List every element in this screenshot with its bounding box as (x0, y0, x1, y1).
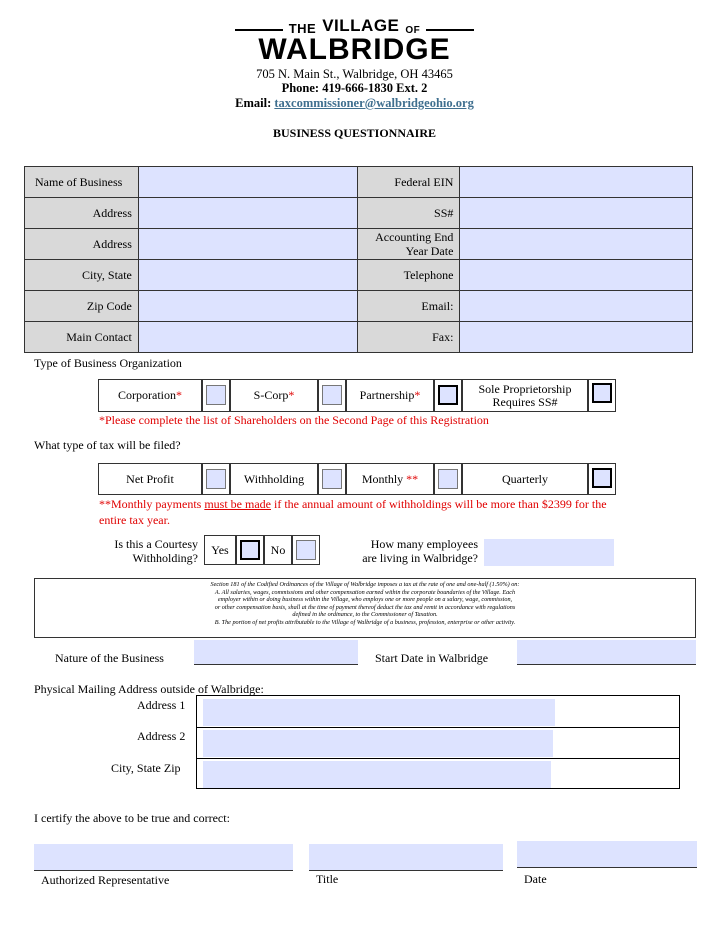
ordinance-line: defined in the ordinance, to the Commissioner of Taxation. (292, 611, 438, 619)
no-checkbox[interactable] (296, 540, 316, 560)
no-option (264, 535, 292, 565)
monthly-note-line2: entire tax year. (99, 513, 170, 527)
net-profit-option (98, 463, 202, 495)
village-logo (0, 18, 709, 64)
logo-village: VILLAGE (322, 16, 400, 35)
accounting-end-label: Accounting End Year Date (358, 229, 460, 260)
monthly-check-cell (434, 463, 462, 495)
withholding-check-cell (318, 463, 346, 495)
partnership-label: Partnership (359, 388, 415, 402)
ordinance-line: A. All salaries, wages, commissions and other compensation earned within the corporate boundaries of the Village. Each (214, 588, 516, 596)
sole-check-cell (588, 379, 616, 412)
zip-code-field[interactable] (138, 291, 358, 322)
sole-proprietorship-checkbox[interactable] (592, 383, 612, 403)
telephone-field[interactable] (460, 260, 693, 291)
partnership-option (346, 379, 434, 412)
phone-number: 419-666-1830 Ext. 2 (322, 81, 428, 95)
main-contact-field[interactable] (138, 322, 358, 353)
address-field[interactable] (138, 198, 358, 229)
email-field[interactable] (460, 291, 693, 322)
ordinance-text (34, 578, 696, 638)
fax-label: Fax: (358, 322, 460, 353)
federal-ein-field[interactable] (460, 167, 693, 198)
monthly-note (99, 496, 699, 528)
withholding-checkbox[interactable] (322, 469, 342, 489)
yes-checkbox[interactable] (240, 540, 260, 560)
org-heading: Type of Business Organization (34, 356, 182, 370)
corporation-checkbox[interactable] (206, 385, 226, 405)
net-profit-checkbox[interactable] (206, 469, 226, 489)
shareholders-note: *Please complete the list of Shareholders on the Second Page of this Registration (99, 413, 489, 427)
courtesy-line2: Withholding? (132, 551, 198, 565)
address-2-field[interactable] (138, 229, 358, 260)
ordinance-line: employer within or doing business within the Village, who employs one or more people on a salary, wage, commission, (217, 596, 513, 604)
net-profit-label: Net Profit (126, 471, 174, 486)
logo-the: THE (288, 21, 317, 36)
monthly-note-post: if the annual amount of withholdings will be more than $2399 for the (270, 497, 607, 511)
phone-line (0, 81, 709, 95)
ordinance-line: B. The portion of net profits attributable to the Village of Walbridge of a business, profession, enterprise or other activity. (214, 618, 516, 626)
quarterly-option (462, 463, 588, 495)
partnership-checkbox[interactable] (438, 385, 458, 405)
sole-line2: Requires SS# (492, 394, 558, 409)
monthly-note-pre: **Monthly payments (99, 497, 205, 511)
ordinance-line: Section 181 of the Codified Ordinances of the Village of Walbridge imposes a tax at the rate of one and one-half (1.50%) on: (210, 581, 520, 588)
quarterly-check-cell (588, 463, 616, 495)
name-of-business-field[interactable] (138, 167, 358, 198)
scorp-option (230, 379, 318, 412)
corporation-check-cell (202, 379, 230, 412)
city-state-zip-field[interactable] (203, 761, 551, 788)
address1-label: Address 1 (137, 698, 186, 712)
employees-count-field[interactable] (484, 539, 614, 566)
zip-code-label: Zip Code (25, 291, 139, 322)
address2-field[interactable] (203, 730, 553, 757)
withholding-label: Withholding (243, 471, 305, 486)
monthly-checkbox[interactable] (438, 469, 458, 489)
main-contact-label: Main Contact (25, 322, 139, 353)
name-of-business-label: Name of Business (25, 167, 139, 198)
yes-label: Yes (211, 542, 229, 557)
certify-text: I certify the above to be true and correct: (34, 811, 230, 825)
city-state-zip-label: City, State Zip (111, 761, 181, 775)
village-address: 705 N. Main St., Walbridge, OH 43465 (256, 67, 453, 81)
title-field[interactable] (309, 844, 503, 871)
logo-name: WALBRIDGE (258, 33, 451, 66)
table-row (25, 229, 693, 260)
scorp-checkbox[interactable] (322, 385, 342, 405)
email-link[interactable]: taxcommissioner@walbridgeohio.org (274, 96, 474, 110)
corporation-label: Corporation (118, 388, 176, 402)
courtesy-question (100, 537, 198, 565)
table-row (25, 322, 693, 353)
employees-line1: How many employees (370, 537, 478, 551)
mailing-heading: Physical Mailing Address outside of Walbridge: (34, 682, 264, 696)
sole-line1: Sole Proprietorship (478, 381, 572, 396)
yes-check-cell (236, 535, 264, 565)
courtesy-line1: Is this a Courtesy (114, 537, 198, 551)
address1-field[interactable] (203, 699, 555, 726)
employees-question (340, 537, 478, 565)
start-date-label: Start Date in Walbridge (375, 651, 489, 665)
accounting-end-field[interactable] (460, 229, 693, 260)
scorp-label: S-Corp (253, 388, 289, 402)
withholding-option (230, 463, 318, 495)
no-label: No (270, 542, 286, 557)
date-field[interactable] (517, 841, 697, 868)
date-label: Date (524, 872, 547, 886)
monthly-label: Monthly (361, 471, 404, 486)
nature-field[interactable] (194, 640, 358, 665)
employees-line2: are living in Walbridge? (362, 551, 478, 565)
fax-field[interactable] (460, 322, 693, 353)
email-line (0, 96, 709, 110)
email-label: Email: (235, 96, 272, 110)
table-row (25, 167, 693, 198)
table-row (25, 198, 693, 229)
partnership-star: * (414, 388, 421, 402)
partnership-check-cell (434, 379, 462, 412)
quarterly-label: Quarterly (502, 471, 548, 486)
email-field-label: Email: (358, 291, 460, 322)
city-state-field[interactable] (138, 260, 358, 291)
net-profit-check-cell (202, 463, 230, 495)
table-row (25, 291, 693, 322)
yes-option (204, 535, 236, 565)
monthly-option (346, 463, 434, 495)
federal-ein-label: Federal EIN (358, 167, 460, 198)
representative-field[interactable] (34, 844, 293, 871)
start-date-field[interactable] (517, 640, 696, 665)
sole-proprietorship-option (462, 379, 588, 412)
logo-of: OF (405, 25, 421, 36)
business-info-table (24, 166, 693, 353)
representative-label: Authorized Representative (41, 873, 170, 887)
page-title: BUSINESS QUESTIONNAIRE (272, 126, 437, 140)
nature-label: Nature of the Business (55, 651, 164, 665)
corporation-option (98, 379, 202, 412)
tax-heading: What type of tax will be filed? (34, 438, 181, 452)
city-state-label: City, State (25, 260, 139, 291)
scorp-star: * (288, 388, 295, 402)
monthly-star: ** (406, 471, 419, 486)
no-check-cell (292, 535, 320, 565)
monthly-note-underline: must be made (204, 497, 271, 511)
address-label: Address (25, 198, 139, 229)
address2-label: Address 2 (137, 729, 186, 743)
scorp-check-cell (318, 379, 346, 412)
ssn-field[interactable] (460, 198, 693, 229)
phone-label: Phone: (281, 81, 320, 95)
ssn-label: SS# (358, 198, 460, 229)
corporation-star: * (176, 388, 182, 402)
ordinance-line: or other compensation basis, shall at the time of payment thereof deduct the tax and remit in accordance with regulations (214, 603, 516, 611)
telephone-label: Telephone (358, 260, 460, 291)
address-2-label: Address (25, 229, 139, 260)
title-label: Title (316, 872, 339, 886)
quarterly-checkbox[interactable] (592, 468, 612, 488)
table-row (25, 260, 693, 291)
